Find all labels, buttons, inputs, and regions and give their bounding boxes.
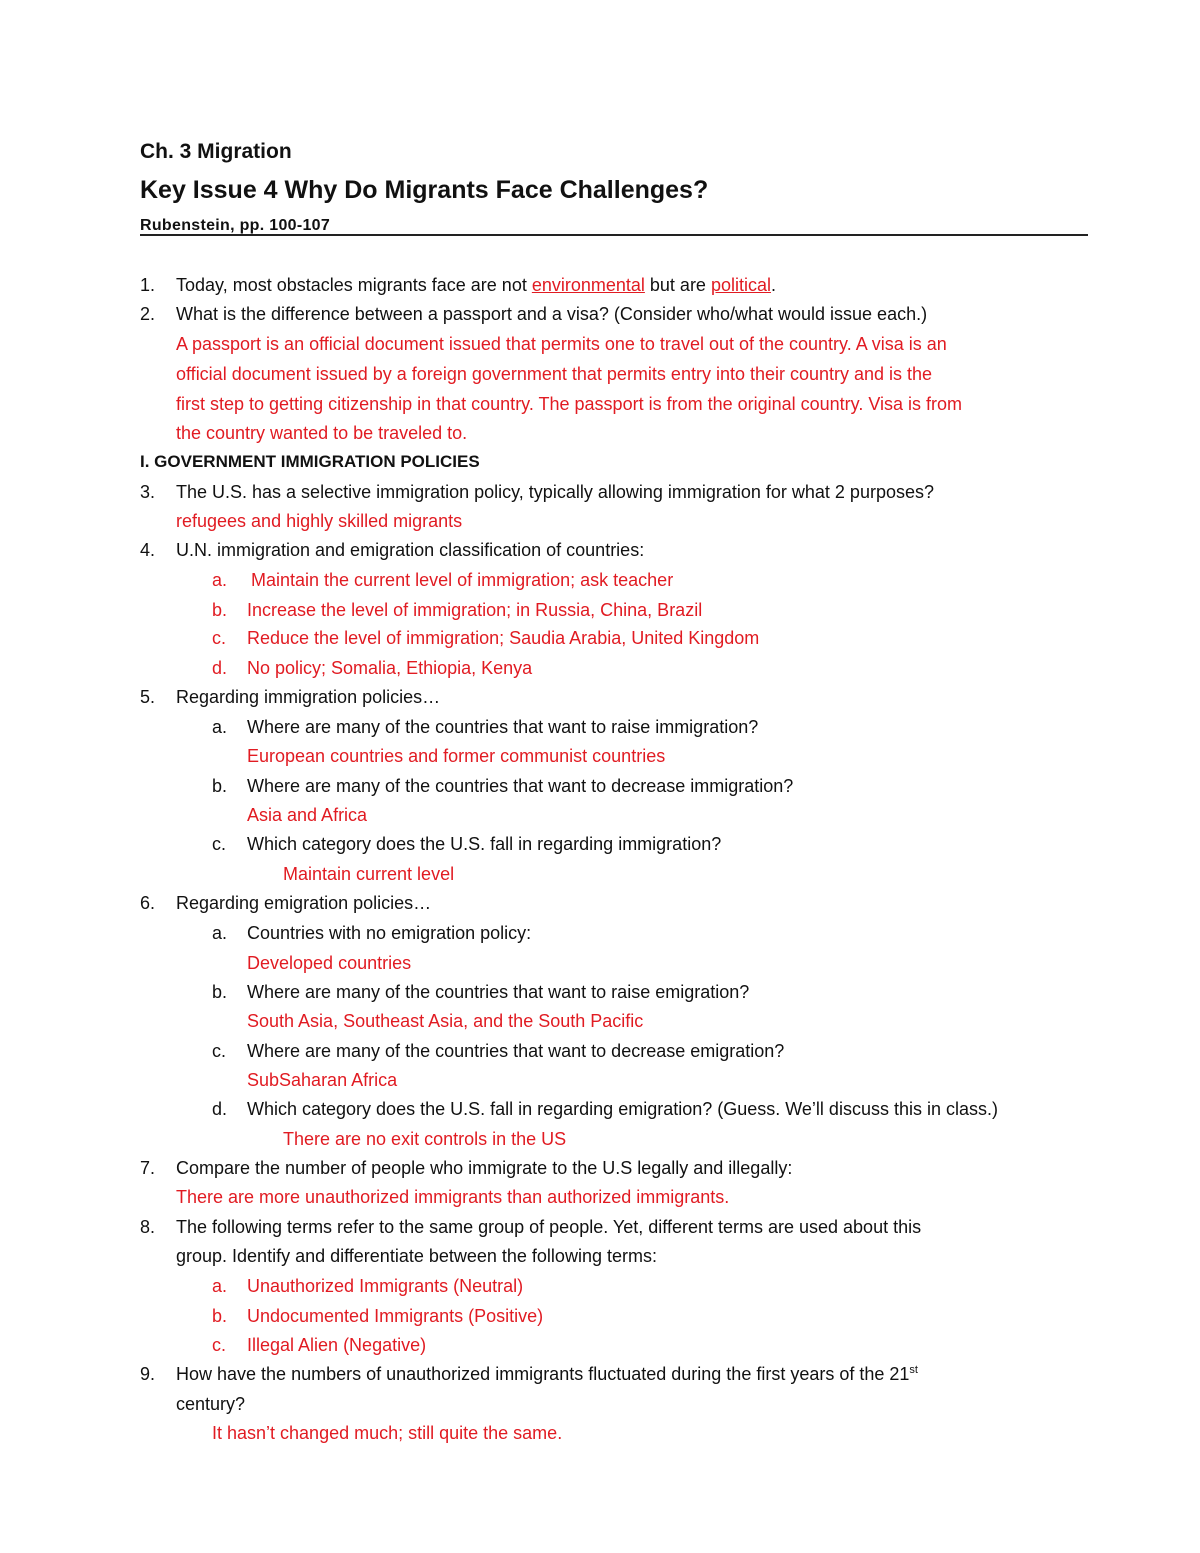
q6-item-question: Which category does the U.S. fall in regarding emigration? (Guess. We’ll discuss this in class.) — [247, 1099, 998, 1119]
q4-question: U.N. immigration and emigration classification of countries: — [176, 540, 645, 560]
q8-item-letter: c. — [212, 1335, 227, 1355]
q4-item-letter: b. — [212, 600, 228, 620]
q5-item-answer: Maintain current level — [283, 864, 455, 884]
q6-item-question: Where are many of the countries that want to decrease emigration? — [247, 1041, 785, 1061]
q9-question-text: How have the numbers of unauthorized immigrants fluctuated during the first years of the 21 — [176, 1364, 910, 1384]
q6-item-answer: SubSaharan Africa — [247, 1070, 398, 1090]
q8-question-line: The following terms refer to the same group of people. Yet, different terms are used about this — [176, 1217, 922, 1237]
q8-item-text: Unauthorized Immigrants (Neutral) — [247, 1276, 524, 1296]
q6-item-letter: a. — [212, 923, 228, 943]
q8-item-text: Illegal Alien (Negative) — [247, 1335, 427, 1355]
q6-item-letter: c. — [212, 1041, 227, 1061]
q5-item-question: Where are many of the countries that want to raise immigration? — [247, 717, 759, 737]
q9-superscript: st — [909, 1364, 918, 1376]
q7-number: 7. — [140, 1158, 156, 1178]
q5-item-answer: European countries and former communist countries — [247, 746, 666, 766]
q3-number: 3. — [140, 482, 156, 502]
q6-question: Regarding emigration policies… — [176, 893, 432, 913]
q6-item-letter: d. — [212, 1099, 228, 1119]
q6-item-question: Where are many of the countries that want to raise emigration? — [247, 982, 750, 1002]
q2-answer-line: official document issued by a foreign government that permits entry into their country and is the — [176, 364, 933, 384]
q3-question: The U.S. has a selective immigration policy, typically allowing immigration for what 2 purposes? — [176, 482, 934, 502]
q5-item-question: Which category does the U.S. fall in regarding immigration? — [247, 834, 722, 854]
section-heading: I. GOVERNMENT IMMIGRATION POLICIES — [140, 452, 480, 471]
q4-item-letter: c. — [212, 628, 227, 648]
q6-item-question: Countries with no emigration policy: — [247, 923, 532, 943]
q6-item-answer: Developed countries — [247, 953, 412, 973]
q7-question: Compare the number of people who immigrate to the U.S legally and illegally: — [176, 1158, 793, 1178]
q9-answer: It hasn’t changed much; still quite the same. — [212, 1423, 563, 1443]
q5-item-letter: b. — [212, 776, 228, 796]
q5-item-question: Where are many of the countries that want to decrease immigration? — [247, 776, 794, 796]
q8-item-letter: a. — [212, 1276, 228, 1296]
q8-question-line: group. Identify and differentiate between the following terms: — [176, 1246, 657, 1266]
q8-item-letter: b. — [212, 1306, 228, 1326]
q6-number: 6. — [140, 893, 156, 913]
q4-item-letter: a. — [212, 570, 228, 590]
q9-number: 9. — [140, 1364, 156, 1384]
q8-number: 8. — [140, 1217, 156, 1237]
q4-item-letter: d. — [212, 658, 228, 678]
q6-item-answer: South Asia, Southeast Asia, and the South Pacific — [247, 1011, 644, 1031]
q2-question: What is the difference between a passport and a visa? (Consider who/what would issue each.) — [176, 304, 928, 324]
q1-answer-environmental: environmental — [531, 275, 645, 295]
q1-answer-political: political — [710, 275, 771, 295]
q5-question: Regarding immigration policies… — [176, 687, 441, 707]
q1-question — [176, 273, 776, 297]
q5-number: 5. — [140, 687, 156, 707]
q4-item-text: No policy; Somalia, Ethiopia, Kenya — [247, 658, 533, 678]
q9-question-cont: century? — [176, 1394, 246, 1414]
q1-text-post: . — [770, 275, 776, 295]
q1-text-pre: Today, most obstacles migrants face are not — [176, 275, 532, 295]
q1-text-mid: but are — [644, 275, 711, 295]
q2-answer-line: first step to getting citizenship in that country. The passport is from the original country. Visa is from — [176, 394, 963, 414]
citation: Rubenstein, pp. 100-107 — [140, 217, 331, 234]
q4-item-text: Reduce the level of immigration; Saudia Arabia, United Kingdom — [247, 628, 760, 648]
q5-item-letter: a. — [212, 717, 228, 737]
q4-item-text: Increase the level of immigration; in Russia, China, Brazil — [247, 600, 703, 620]
q5-item-answer: Asia and Africa — [247, 805, 368, 825]
q4-number: 4. — [140, 540, 156, 560]
q5-item-letter: c. — [212, 834, 227, 854]
q7-answer: There are more unauthorized immigrants than authorized immigrants. — [176, 1187, 730, 1207]
header-divider — [140, 234, 1088, 236]
q6-item-answer: There are no exit controls in the US — [283, 1129, 567, 1149]
q1-number: 1. — [140, 275, 156, 295]
q2-number: 2. — [140, 304, 156, 324]
q4-item-text: Maintain the current level of immigration; ask teacher — [251, 570, 674, 590]
key-issue-heading: Key Issue 4 Why Do Migrants Face Challenges? — [140, 176, 709, 204]
q2-answer-line: the country wanted to be traveled to. — [176, 423, 468, 443]
q2-answer-line: A passport is an official document issued that permits one to travel out of the country. A visa is an — [176, 334, 947, 354]
q8-item-text: Undocumented Immigrants (Positive) — [247, 1306, 544, 1326]
q3-answer: refugees and highly skilled migrants — [176, 511, 463, 531]
q9-question — [176, 1362, 918, 1386]
chapter-title: Ch. 3 Migration — [140, 140, 292, 163]
q6-item-letter: b. — [212, 982, 228, 1002]
